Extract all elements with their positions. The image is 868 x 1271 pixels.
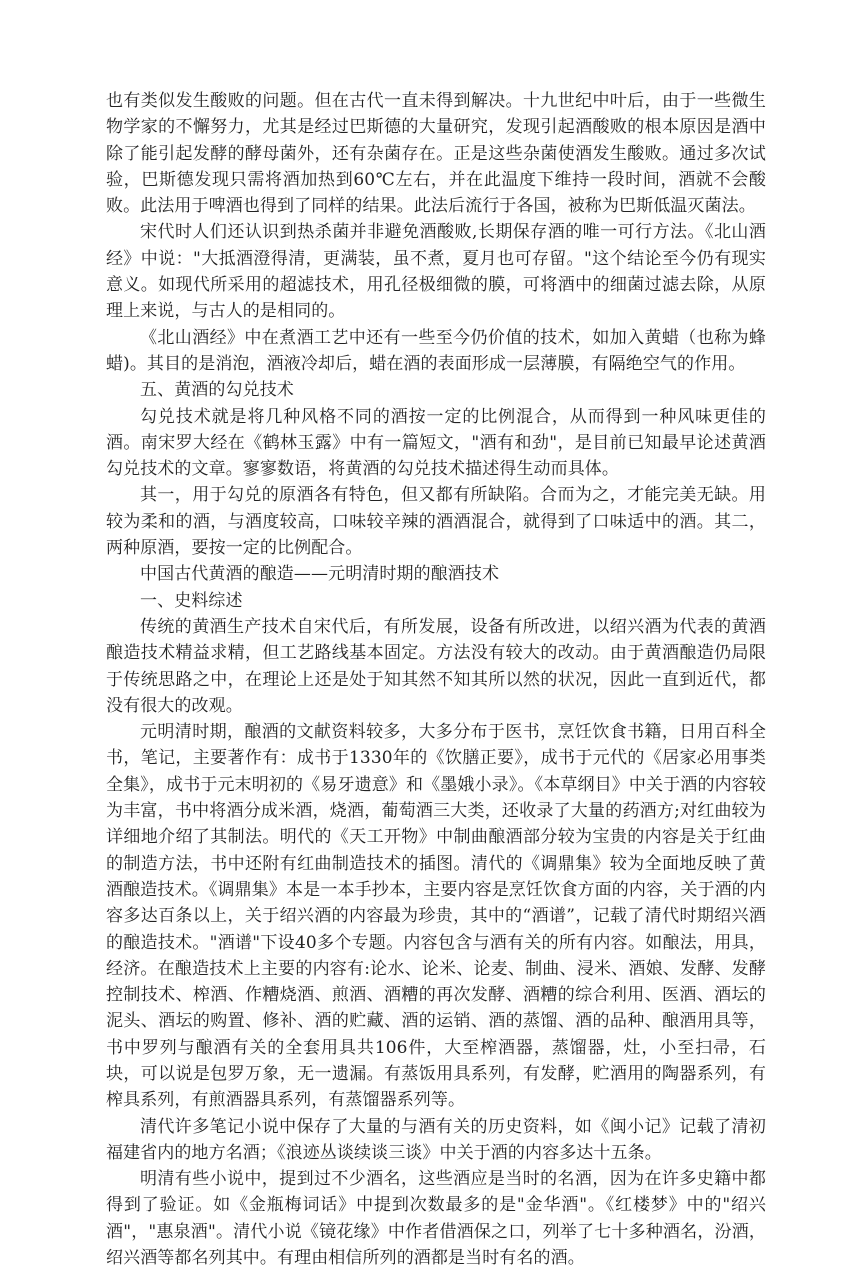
paragraph-yuan-ming-qing-literature: 元明清时期，酿酒的文献资料较多，大多分布于医书，烹饪饮食书籍，日用百科全书，笔记，主要著作有：成书于1330年的《饮膳正要》，成书于元代的《居家必用事类全集》，成书于元末明初的《易牙遗意》和《墨娥小录》。《本草纲目》中关于酒的内容较为丰富，书中将酒分成米酒，烧酒，葡萄酒三大类，还收录了大量的药酒方;对红曲较为详细地介绍了其制法。明代的《天工开物》中制曲酿酒部分较为宝贵的内容是关于红曲的制造方法，书中还附有红曲制造技术的插图。清代的《调鼎集》较为全面地反映了黄酒酿造技术。《调鼎集》本是一本手抄本，主要内容是烹饪饮食方面的内容，关于酒的内容多达百条以上，关于绍兴酒的内容最为珍贵，其中的“酒谱”，记载了清代时期绍兴酒的酿造技术。"酒谱"下设40多个专题。内容包含与酒有关的所有内容。如酿法，用具，经济。在酿造技术上主要的内容有:论水、论米、论麦、制曲、浸米、酒娘、发酵、发酵控制技术、榨酒、作糟烧酒、煎酒、酒糟的再次发酵、酒糟的综合利用、医酒、酒坛的泥头、酒坛的购置、修补、酒的贮藏、酒的运销、酒的蒸馏、酒的品种、酿酒用具等，书中罗列与酿酒有关的全套用具共106件，大至榨酒器，蒸馏器，灶，小至扫帚，石块，可以说是包罗万象，无一遗漏。有蒸饭用具系列，有发酵，贮酒用的陶器系列，有榨具系列，有煎酒器具系列，有蒸馏器系列等。 xyxy=(106,722,766,1111)
section-heading-historical-review: 一、史料综述 xyxy=(140,590,243,611)
paragraph-blending-technique: 勾兑技术就是将几种风格不同的酒按一定的比例混合，从而得到一种风味更佳的酒。南宋罗大经在《鹤林玉露》中有一篇短文，"酒有和劲"，是目前已知最早论述黄酒勾兑技术的文章。寥寥数语，将黄酒的勾兑技术描述得生动而具体。 xyxy=(106,406,766,480)
paragraph-qing-notes: 清代许多笔记小说中保存了大量的与酒有关的历史资料，如《闽小记》记载了清初福建省内的地方名酒；《浪迹丛谈续谈三谈》中关于酒的内容多达十五条。 xyxy=(106,1116,766,1163)
paragraph-novels-wine-names: 明清有些小说中，提到过不少酒名，这些酒应是当时的名酒，因为在许多史籍中都得到了验证。如《金瓶梅词话》中提到次数最多的是"金华酒"。《红楼梦》中的"绍兴酒"，"惠泉酒"。清代小说《镜花缘》中作者借酒保之口，列举了七十多种酒名，汾酒，绍兴酒等都名列其中。有理由相信所列的酒都是当时有名的酒。 xyxy=(106,1169,766,1269)
paragraph-traditional-production: 传统的黄酒生产技术自宋代后，有所发展，设备有所改进，以绍兴酒为代表的黄酒酿造技术精益求精，但工艺路线基本固定。方法没有较大的改动。由于黄酒酿造仍局限于传统思路之中，在理论上还是处于知其然不知其所以然的状况，因此一直到近代，都没有很大的改观。 xyxy=(106,616,766,716)
paragraph-beeswax-technique: 《北山酒经》中在煮酒工艺中还有一些至今仍价值的技术，如加入黄蜡（也称为蜂蜡)。其目的是消泡，酒液冷却后，蜡在酒的表面形成一层薄膜，有隔绝空气的作用。 xyxy=(106,327,766,374)
section-heading-blending: 五、黄酒的勾兑技术 xyxy=(140,380,294,401)
paragraph-song-dynasty-heat-sterilization: 宋代时人们还认识到热杀菌并非避免酒酸败,长期保存酒的唯一可行方法。《北山酒经》中说："大抵酒澄得清，更满装，虽不煮，夏月也可存留。"这个结论至今仍有现实意义。如现代所采用的超滤技术，用孔径极细微的膜，可将酒中的细菌过滤去除，从原理上来说，与古人的是相同的。 xyxy=(106,222,766,322)
document-body xyxy=(106,88,766,1271)
chapter-heading: 中国古代黄酒的酿造——元明清时期的酿酒技术 xyxy=(140,564,500,585)
paragraph-pasteurization: 也有类似发生酸败的问题。但在古代一直未得到解决。十九世纪中叶后，由于一些微生物学家的不懈努力，尤其是经过巴斯德的大量研究，发现引起酒酸败的根本原因是酒中除了能引起发酵的酵母菌外，还有杂菌存在。正是这些杂菌使酒发生酸败。通过多次试验，巴斯德发现只需将酒加热到60℃左右，并在此温度下维持一段时间，酒就不会酸败。此法用于啤酒也得到了同样的结果。此法后流行于各国，被称为巴斯低温灭菌法。 xyxy=(106,91,766,217)
paragraph-blending-points: 其一，用于勾兑的原酒各有特色，但又都有所缺陷。合而为之，才能完美无缺。用较为柔和的酒，与酒度较高，口味较辛辣的酒酒混合，就得到了口味适中的酒。其二，两种原酒，要按一定的比例配合。 xyxy=(106,485,766,559)
